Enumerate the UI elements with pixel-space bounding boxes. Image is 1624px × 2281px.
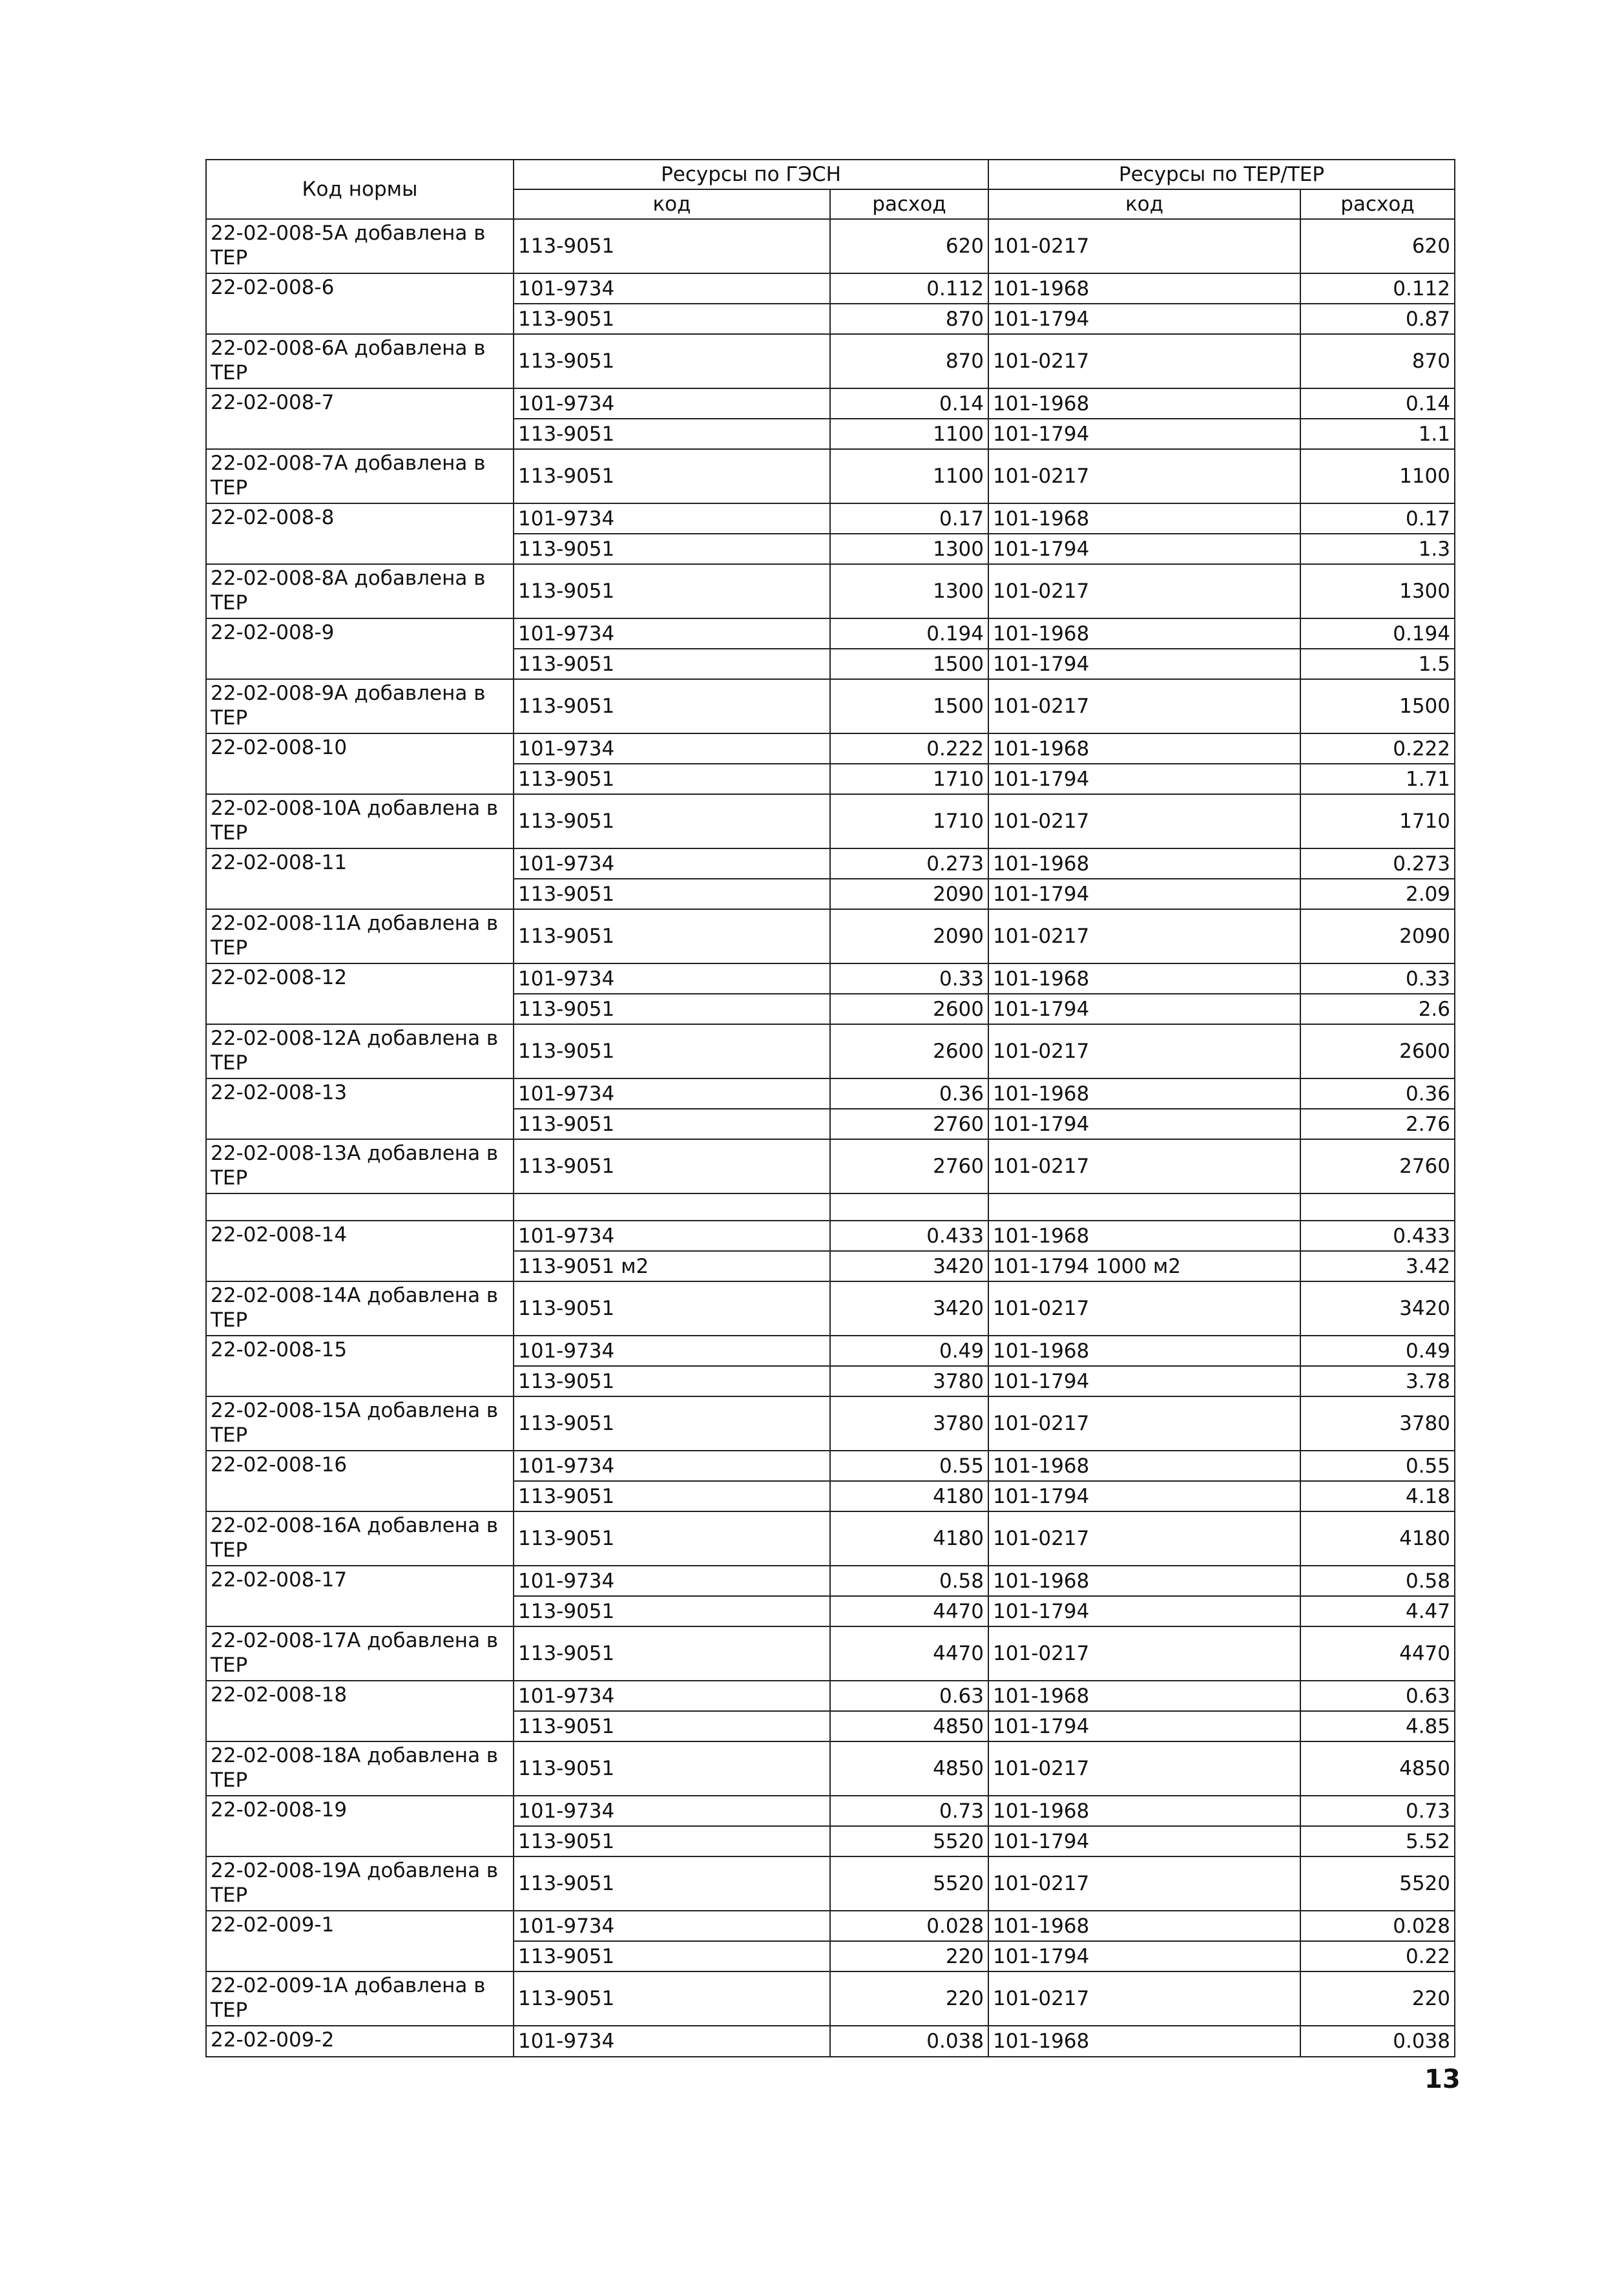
gesn-rate-cell: 4180 (830, 1511, 988, 1566)
gesn-rate-cell: 0.222 (830, 733, 988, 764)
header-gesn-group: Ресурсы по ГЭСН (514, 160, 988, 189)
ter-rate-cell: 5520 (1300, 1856, 1455, 1911)
gesn-rate-cell: 2090 (830, 879, 988, 909)
gesn-rate-cell: 0.273 (830, 848, 988, 879)
table-row (206, 1139, 1455, 1193)
header-gesn-rate: расход (830, 189, 988, 219)
gesn-code-cell: 113-9051 (514, 1596, 830, 1626)
gesn-rate-cell: 0.433 (830, 1221, 988, 1251)
ter-rate-cell: 1.3 (1300, 534, 1455, 564)
ter-rate-cell: 3420 (1300, 1281, 1455, 1336)
gesn-rate-cell: 1710 (830, 794, 988, 848)
table-row (206, 1251, 1455, 1281)
gesn-rate-cell: 1500 (830, 649, 988, 679)
gesn-rate-cell: 2600 (830, 1024, 988, 1078)
ter-code-cell: 101-1794 (988, 764, 1300, 794)
ter-rate-cell: 0.55 (1300, 1451, 1455, 1481)
norm-code-cell (206, 1941, 514, 1971)
gesn-rate-cell (830, 1193, 988, 1221)
ter-code-cell: 101-1968 (988, 1566, 1300, 1596)
table-row (206, 1481, 1455, 1511)
gesn-code-cell: 101-9734 (514, 503, 830, 534)
gesn-code-cell: 101-9734 (514, 1336, 830, 1366)
ter-rate-cell: 1.1 (1300, 419, 1455, 449)
gesn-code-cell: 101-9734 (514, 733, 830, 764)
ter-rate-cell: 0.14 (1300, 388, 1455, 419)
ter-rate-cell: 220 (1300, 1971, 1455, 2026)
ter-code-cell: 101-0217 (988, 1626, 1300, 1681)
ter-rate-cell: 1710 (1300, 794, 1455, 848)
norm-code-cell: 22-02-008-10А добавлена в ТЕР (206, 794, 514, 848)
table-row (206, 1078, 1455, 1109)
ter-rate-cell: 2760 (1300, 1139, 1455, 1193)
gesn-rate-cell: 1500 (830, 679, 988, 733)
ter-code-cell: 101-1794 (988, 1941, 1300, 1971)
ter-code-cell: 101-0217 (988, 334, 1300, 388)
ter-code-cell: 101-1794 (988, 304, 1300, 334)
gesn-rate-cell: 0.55 (830, 1451, 988, 1481)
ter-code-cell: 101-1968 (988, 388, 1300, 419)
gesn-code-cell: 113-9051 (514, 1281, 830, 1336)
table-row (206, 334, 1455, 388)
ter-rate-cell: 4.18 (1300, 1481, 1455, 1511)
norm-code-cell: 22-02-008-11 (206, 848, 514, 879)
gesn-rate-cell: 0.36 (830, 1078, 988, 1109)
gesn-code-cell: 113-9051 (514, 1826, 830, 1856)
norm-code-cell (206, 304, 514, 334)
gesn-code-cell: 113-9051 (514, 1481, 830, 1511)
table-row (206, 449, 1455, 503)
norm-code-cell: 22-02-008-13 (206, 1078, 514, 1109)
norm-code-cell (206, 1711, 514, 1741)
header-code-norm: Код нормы (206, 160, 514, 219)
ter-rate-cell: 1.5 (1300, 649, 1455, 679)
ter-rate-cell: 1500 (1300, 679, 1455, 733)
gesn-code-cell: 113-9051 (514, 1971, 830, 2026)
ter-code-cell: 101-0217 (988, 449, 1300, 503)
gesn-code-cell: 101-9734 (514, 1221, 830, 1251)
gesn-rate-cell: 3780 (830, 1396, 988, 1451)
norm-code-cell: 22-02-008-8 (206, 503, 514, 534)
ter-rate-cell: 4.85 (1300, 1711, 1455, 1741)
table-row (206, 794, 1455, 848)
norm-code-cell (206, 994, 514, 1024)
table-body (206, 219, 1455, 2057)
ter-code-cell: 101-1968 (988, 1796, 1300, 1826)
norm-code-cell: 22-02-008-19 (206, 1796, 514, 1826)
table-row (206, 1221, 1455, 1251)
header-row-1 (206, 160, 1455, 189)
ter-code-cell: 101-1968 (988, 733, 1300, 764)
gesn-rate-cell: 4850 (830, 1741, 988, 1796)
gesn-rate-cell: 2760 (830, 1139, 988, 1193)
gesn-code-cell: 113-9051 (514, 1024, 830, 1078)
gesn-rate-cell: 1100 (830, 449, 988, 503)
ter-code-cell: 101-1968 (988, 2026, 1300, 2057)
table-row (206, 1741, 1455, 1796)
table-row (206, 1336, 1455, 1366)
gesn-rate-cell: 870 (830, 304, 988, 334)
norm-code-cell (206, 1251, 514, 1281)
gesn-code-cell: 113-9051 (514, 994, 830, 1024)
norm-code-cell (206, 1826, 514, 1856)
gesn-rate-cell: 0.194 (830, 618, 988, 649)
table-row (206, 1451, 1455, 1481)
table-row (206, 503, 1455, 534)
norm-code-cell: 22-02-008-16 (206, 1451, 514, 1481)
ter-code-cell: 101-0217 (988, 909, 1300, 963)
gesn-code-cell: 101-9734 (514, 388, 830, 419)
gesn-rate-cell: 0.028 (830, 1911, 988, 1941)
norm-code-cell: 22-02-008-17 (206, 1566, 514, 1596)
table-row (206, 1281, 1455, 1336)
gesn-code-cell: 113-9051 (514, 534, 830, 564)
gesn-code-cell: 101-9734 (514, 1796, 830, 1826)
table-row (206, 1396, 1455, 1451)
norm-code-cell: 22-02-008-18 (206, 1681, 514, 1711)
gesn-code-cell: 113-9051 (514, 649, 830, 679)
norm-code-cell (206, 1596, 514, 1626)
ter-rate-cell: 3780 (1300, 1396, 1455, 1451)
norm-code-cell: 22-02-008-12А добавлена в ТЕР (206, 1024, 514, 1078)
ter-rate-cell: 0.22 (1300, 1941, 1455, 1971)
gesn-code-cell: 101-9734 (514, 1911, 830, 1941)
gesn-code-cell: 113-9051 (514, 679, 830, 733)
ter-code-cell: 101-1794 (988, 1826, 1300, 1856)
norm-code-cell: 22-02-008-5А добавлена в ТЕР (206, 219, 514, 273)
table-row (206, 1596, 1455, 1626)
ter-code-cell: 101-0217 (988, 219, 1300, 273)
gesn-code-cell: 101-9734 (514, 963, 830, 994)
ter-rate-cell: 4470 (1300, 1626, 1455, 1681)
ter-code-cell: 101-1794 (988, 994, 1300, 1024)
gesn-code-cell: 101-9734 (514, 1566, 830, 1596)
ter-code-cell: 101-1794 (988, 1481, 1300, 1511)
gesn-code-cell: 101-9734 (514, 618, 830, 649)
ter-code-cell: 101-0217 (988, 1396, 1300, 1451)
gesn-code-cell: 101-9734 (514, 1451, 830, 1481)
gesn-code-cell: 113-9051 (514, 879, 830, 909)
ter-rate-cell: 0.36 (1300, 1078, 1455, 1109)
table-row (206, 764, 1455, 794)
ter-rate-cell: 3.78 (1300, 1366, 1455, 1396)
gesn-rate-cell: 1100 (830, 419, 988, 449)
norm-code-cell (206, 1109, 514, 1139)
norm-code-cell: 22-02-008-14А добавлена в ТЕР (206, 1281, 514, 1336)
ter-code-cell: 101-1968 (988, 1911, 1300, 1941)
ter-rate-cell: 0.17 (1300, 503, 1455, 534)
gesn-code-cell: 113-9051 (514, 1139, 830, 1193)
ter-code-cell: 101-0217 (988, 1139, 1300, 1193)
table-row (206, 1796, 1455, 1826)
gesn-code-cell: 113-9051 (514, 304, 830, 334)
gesn-rate-cell: 1710 (830, 764, 988, 794)
gesn-rate-cell: 220 (830, 1941, 988, 1971)
gesn-rate-cell: 0.17 (830, 503, 988, 534)
gesn-rate-cell: 870 (830, 334, 988, 388)
norm-code-cell (206, 1366, 514, 1396)
gesn-code-cell: 113-9051 м2 (514, 1251, 830, 1281)
norm-code-cell: 22-02-008-11А добавлена в ТЕР (206, 909, 514, 963)
norm-code-cell: 22-02-009-2 (206, 2026, 514, 2057)
table-row (206, 879, 1455, 909)
gesn-rate-cell: 0.14 (830, 388, 988, 419)
gesn-rate-cell: 4180 (830, 1481, 988, 1511)
ter-code-cell: 101-1968 (988, 1336, 1300, 1366)
ter-rate-cell: 2.6 (1300, 994, 1455, 1024)
header-ter-group: Ресурсы по ТЕР/ТЕР (988, 160, 1455, 189)
ter-code-cell: 101-0217 (988, 1511, 1300, 1566)
gesn-code-cell: 113-9051 (514, 1396, 830, 1451)
gesn-rate-cell: 3780 (830, 1366, 988, 1396)
ter-code-cell: 101-1794 (988, 649, 1300, 679)
ter-code-cell: 101-1794 (988, 1366, 1300, 1396)
ter-code-cell: 101-1968 (988, 503, 1300, 534)
ter-code-cell: 101-0217 (988, 1971, 1300, 2026)
gesn-code-cell: 113-9051 (514, 1741, 830, 1796)
gesn-code-cell: 101-9734 (514, 1078, 830, 1109)
ter-rate-cell: 0.038 (1300, 2026, 1455, 2057)
table-row (206, 1856, 1455, 1911)
norm-code-cell (206, 764, 514, 794)
table-row (206, 994, 1455, 1024)
gesn-code-cell: 113-9051 (514, 764, 830, 794)
table-row (206, 1193, 1455, 1221)
norm-code-cell: 22-02-008-9 (206, 618, 514, 649)
gesn-rate-cell: 2600 (830, 994, 988, 1024)
page-number: 13 (1424, 2065, 1461, 2094)
ter-code-cell: 101-1968 (988, 1221, 1300, 1251)
gesn-code-cell: 113-9051 (514, 1626, 830, 1681)
table-row (206, 2026, 1455, 2057)
table-row (206, 1566, 1455, 1596)
table-row (206, 1366, 1455, 1396)
ter-rate-cell: 2090 (1300, 909, 1455, 963)
table-row (206, 1911, 1455, 1941)
ter-code-cell: 101-1794 (988, 419, 1300, 449)
gesn-code-cell: 113-9051 (514, 334, 830, 388)
ter-rate-cell: 0.87 (1300, 304, 1455, 334)
ter-code-cell: 101-1968 (988, 618, 1300, 649)
gesn-rate-cell: 0.73 (830, 1796, 988, 1826)
ter-code-cell: 101-0217 (988, 1281, 1300, 1336)
ter-code-cell: 101-1794 (988, 1711, 1300, 1741)
norm-code-cell: 22-02-008-16А добавлена в ТЕР (206, 1511, 514, 1566)
table-row (206, 1109, 1455, 1139)
table-row (206, 649, 1455, 679)
ter-rate-cell: 0.433 (1300, 1221, 1455, 1251)
table-row (206, 419, 1455, 449)
table-row (206, 388, 1455, 419)
gesn-rate-cell: 620 (830, 219, 988, 273)
gesn-code-cell: 101-9734 (514, 273, 830, 304)
norm-code-cell: 22-02-008-12 (206, 963, 514, 994)
gesn-rate-cell: 4850 (830, 1711, 988, 1741)
gesn-code-cell: 113-9051 (514, 1366, 830, 1396)
norm-code-cell: 22-02-008-18А добавлена в ТЕР (206, 1741, 514, 1796)
table-row (206, 733, 1455, 764)
ter-rate-cell: 2600 (1300, 1024, 1455, 1078)
gesn-rate-cell: 3420 (830, 1281, 988, 1336)
table-row (206, 618, 1455, 649)
ter-rate-cell (1300, 1193, 1455, 1221)
ter-code-cell: 101-1968 (988, 1078, 1300, 1109)
ter-rate-cell: 1100 (1300, 449, 1455, 503)
norm-code-cell: 22-02-009-1 (206, 1911, 514, 1941)
norm-code-cell: 22-02-008-14 (206, 1221, 514, 1251)
ter-code-cell: 101-1794 (988, 1596, 1300, 1626)
norm-code-cell: 22-02-008-17А добавлена в ТЕР (206, 1626, 514, 1681)
ter-code-cell: 101-0217 (988, 564, 1300, 618)
norm-code-cell: 22-02-008-19А добавлена в ТЕР (206, 1856, 514, 1911)
ter-rate-cell: 0.49 (1300, 1336, 1455, 1366)
norm-code-cell: 22-02-008-6 (206, 273, 514, 304)
table-row (206, 1971, 1455, 2026)
ter-code-cell: 101-0217 (988, 679, 1300, 733)
gesn-rate-cell: 0.33 (830, 963, 988, 994)
gesn-rate-cell: 5520 (830, 1826, 988, 1856)
gesn-code-cell (514, 1193, 830, 1221)
table-row (206, 304, 1455, 334)
ter-rate-cell: 870 (1300, 334, 1455, 388)
ter-rate-cell: 4850 (1300, 1741, 1455, 1796)
table-row (206, 564, 1455, 618)
gesn-code-cell: 113-9051 (514, 1109, 830, 1139)
gesn-rate-cell: 0.49 (830, 1336, 988, 1366)
ter-code-cell: 101-1968 (988, 1451, 1300, 1481)
gesn-code-cell: 101-9734 (514, 2026, 830, 2057)
norm-code-cell (206, 534, 514, 564)
ter-rate-cell: 620 (1300, 219, 1455, 273)
norm-code-cell (206, 1481, 514, 1511)
ter-code-cell: 101-1794 (988, 534, 1300, 564)
table-row (206, 909, 1455, 963)
table-row (206, 679, 1455, 733)
norm-code-cell: 22-02-008-8А добавлена в ТЕР (206, 564, 514, 618)
header-ter-rate: расход (1300, 189, 1455, 219)
gesn-code-cell: 113-9051 (514, 1711, 830, 1741)
ter-rate-cell: 0.194 (1300, 618, 1455, 649)
table-row (206, 1711, 1455, 1741)
gesn-rate-cell: 0.038 (830, 2026, 988, 2057)
gesn-code-cell: 101-9734 (514, 848, 830, 879)
gesn-rate-cell: 2760 (830, 1109, 988, 1139)
gesn-rate-cell: 4470 (830, 1596, 988, 1626)
ter-rate-cell: 0.33 (1300, 963, 1455, 994)
ter-rate-cell: 4180 (1300, 1511, 1455, 1566)
norm-code-cell: 22-02-008-13А добавлена в ТЕР (206, 1139, 514, 1193)
table-row (206, 848, 1455, 879)
header-gesn-code: код (514, 189, 830, 219)
ter-code-cell: 101-0217 (988, 1856, 1300, 1911)
gesn-code-cell: 113-9051 (514, 794, 830, 848)
norm-code-cell (206, 1193, 514, 1221)
ter-code-cell: 101-1968 (988, 963, 1300, 994)
ter-rate-cell: 0.63 (1300, 1681, 1455, 1711)
gesn-rate-cell: 0.58 (830, 1566, 988, 1596)
ter-code-cell: 101-1968 (988, 273, 1300, 304)
norm-code-cell: 22-02-008-7 (206, 388, 514, 419)
ter-code-cell: 101-0217 (988, 794, 1300, 848)
norm-code-cell: 22-02-008-15А добавлена в ТЕР (206, 1396, 514, 1451)
ter-rate-cell: 0.028 (1300, 1911, 1455, 1941)
ter-rate-cell: 0.222 (1300, 733, 1455, 764)
table-row (206, 273, 1455, 304)
norm-code-cell (206, 419, 514, 449)
ter-code-cell: 101-1968 (988, 1681, 1300, 1711)
ter-code-cell: 101-1794 1000 м2 (988, 1251, 1300, 1281)
gesn-code-cell: 113-9051 (514, 1511, 830, 1566)
ter-code-cell: 101-1794 (988, 879, 1300, 909)
ter-rate-cell: 3.42 (1300, 1251, 1455, 1281)
gesn-rate-cell: 4470 (830, 1626, 988, 1681)
gesn-rate-cell: 0.112 (830, 273, 988, 304)
gesn-rate-cell: 0.63 (830, 1681, 988, 1711)
gesn-rate-cell: 5520 (830, 1856, 988, 1911)
ter-rate-cell: 0.58 (1300, 1566, 1455, 1596)
resources-table (205, 159, 1455, 2057)
norm-code-cell: 22-02-008-6А добавлена в ТЕР (206, 334, 514, 388)
ter-rate-cell: 4.47 (1300, 1596, 1455, 1626)
gesn-code-cell: 113-9051 (514, 564, 830, 618)
ter-code-cell (988, 1193, 1300, 1221)
gesn-code-cell: 113-9051 (514, 419, 830, 449)
table-row (206, 1626, 1455, 1681)
ter-code-cell: 101-0217 (988, 1741, 1300, 1796)
ter-rate-cell: 2.76 (1300, 1109, 1455, 1139)
ter-rate-cell: 1300 (1300, 564, 1455, 618)
gesn-code-cell: 101-9734 (514, 1681, 830, 1711)
ter-rate-cell: 0.273 (1300, 848, 1455, 879)
ter-code-cell: 101-1968 (988, 848, 1300, 879)
gesn-rate-cell: 2090 (830, 909, 988, 963)
table-row (206, 534, 1455, 564)
gesn-code-cell: 113-9051 (514, 1941, 830, 1971)
norm-code-cell: 22-02-008-7А добавлена в ТЕР (206, 449, 514, 503)
norm-code-cell (206, 649, 514, 679)
gesn-code-cell: 113-9051 (514, 449, 830, 503)
norm-code-cell: 22-02-008-10 (206, 733, 514, 764)
ter-code-cell: 101-0217 (988, 1024, 1300, 1078)
gesn-code-cell: 113-9051 (514, 1856, 830, 1911)
table-row (206, 219, 1455, 273)
table-row (206, 1024, 1455, 1078)
ter-code-cell: 101-1794 (988, 1109, 1300, 1139)
gesn-code-cell: 113-9051 (514, 909, 830, 963)
table-row (206, 1826, 1455, 1856)
gesn-rate-cell: 1300 (830, 534, 988, 564)
norm-code-cell: 22-02-009-1А добавлена в ТЕР (206, 1971, 514, 2026)
table-row (206, 963, 1455, 994)
table-row (206, 1681, 1455, 1711)
norm-code-cell (206, 879, 514, 909)
gesn-rate-cell: 3420 (830, 1251, 988, 1281)
table-row (206, 1511, 1455, 1566)
ter-rate-cell: 5.52 (1300, 1826, 1455, 1856)
ter-rate-cell: 0.73 (1300, 1796, 1455, 1826)
gesn-code-cell: 113-9051 (514, 219, 830, 273)
norm-code-cell: 22-02-008-9А добавлена в ТЕР (206, 679, 514, 733)
norm-code-cell: 22-02-008-15 (206, 1336, 514, 1366)
header-ter-code: код (988, 189, 1300, 219)
gesn-rate-cell: 220 (830, 1971, 988, 2026)
ter-rate-cell: 2.09 (1300, 879, 1455, 909)
gesn-rate-cell: 1300 (830, 564, 988, 618)
ter-rate-cell: 1.71 (1300, 764, 1455, 794)
ter-rate-cell: 0.112 (1300, 273, 1455, 304)
table-row (206, 1941, 1455, 1971)
